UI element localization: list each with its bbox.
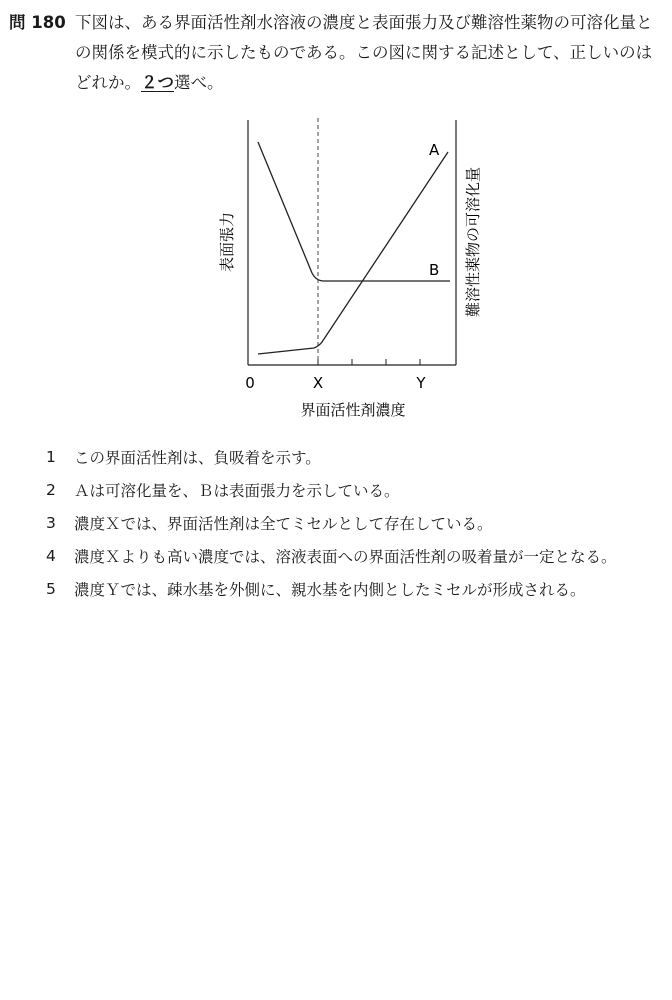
option-text: 濃度Ｙでは、疎水基を外側に、親水基を内側としたミセルが形成される。 bbox=[74, 580, 586, 599]
question-text bbox=[75, 8, 665, 98]
option-number: 2 bbox=[46, 480, 56, 499]
option-text: Ａは可溶化量を、Ｂは表面張力を示している。 bbox=[74, 481, 400, 500]
option-text: この界面活性剤は、負吸着を示す。 bbox=[74, 448, 321, 467]
x-axis-label: 界面活性剤濃度 bbox=[300, 401, 406, 419]
question-block bbox=[9, 8, 665, 98]
option-number: 4 bbox=[46, 546, 56, 565]
option-text: 濃度Ｘでは、界面活性剤は全てミセルとして存在している。 bbox=[74, 514, 493, 533]
question-number: 問 180 bbox=[9, 13, 66, 32]
option-text: 濃度Ｘよりも高い濃度では、溶液表面への界面活性剤の吸着量が一定となる。 bbox=[74, 547, 617, 566]
curve-a bbox=[258, 152, 448, 354]
option-number: 3 bbox=[46, 513, 56, 532]
surfactant-figure bbox=[210, 110, 510, 430]
answer-options bbox=[46, 440, 666, 605]
x-tick-label-y: Y bbox=[416, 374, 426, 392]
question-text-part2: 選べ。 bbox=[174, 73, 224, 92]
figure-svg bbox=[210, 110, 510, 430]
option-3 bbox=[46, 506, 666, 539]
question-emphasis: ２つ bbox=[141, 73, 174, 92]
x-tick-label-x: X bbox=[312, 374, 324, 392]
y-left-axis-label: 表面張力 bbox=[218, 211, 236, 273]
option-2 bbox=[46, 473, 666, 506]
option-5 bbox=[46, 572, 666, 605]
y-right-axis-label: 難溶性薬物の可溶化量 bbox=[464, 166, 482, 318]
option-4 bbox=[46, 539, 666, 572]
curve-b bbox=[258, 142, 450, 281]
curve-a-label: A bbox=[429, 141, 440, 159]
option-number: 1 bbox=[46, 447, 56, 466]
option-number: 5 bbox=[46, 579, 56, 598]
option-1 bbox=[46, 440, 666, 473]
curve-b-label: B bbox=[429, 261, 440, 279]
question-text-part1: 下図は、ある界面活性剤水溶液の濃度と表面張力及び難溶性薬物の可溶化量との関係を模式的に示したものである。この図に関する記述として、正しいのはどれか。 bbox=[75, 13, 653, 92]
x-tick-label-0: 0 bbox=[245, 374, 255, 392]
